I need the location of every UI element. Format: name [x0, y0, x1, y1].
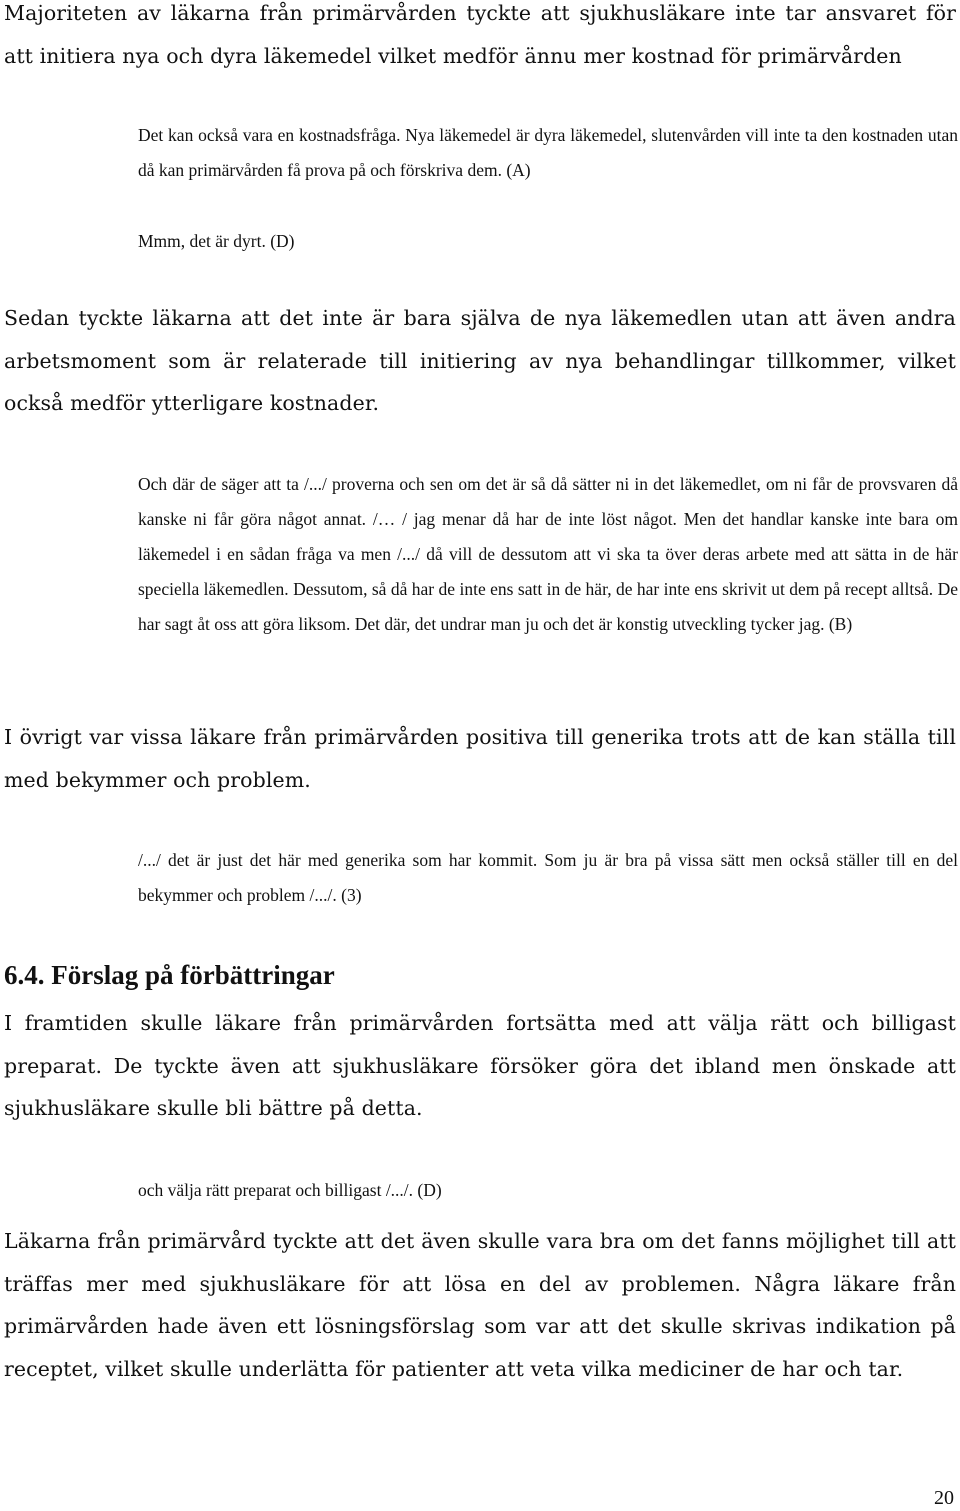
quote-expensive: Mmm, det är dyrt. (D) [138, 231, 295, 251]
quote-generics: /.../ det är just det här med generika som har kommit. Som ju är bra på vissa sätt men också ställer till en del bekymmer och problem /.../. (3) [138, 850, 958, 905]
paragraph-future-choices: I framtiden skulle läkare från primärvården fortsätta med att välja rätt och billigast preparat. De tyckte även att sjukhusläkare försöker göra det ibland men önskade att sjukhusläkare skulle bli bättre på detta. [4, 1011, 956, 1120]
paragraph-generics-positive: I övrigt var vissa läkare från primärvården positiva till generika trots att de kan ställa till med bekymmer och problem. [4, 725, 956, 792]
quote-cost-question: Det kan också vara en kostnadsfråga. Nya läkemedel är dyra läkemedel, slutenvården vill inte ta den kostnaden utan då kan primärvården få prova på och förskriva dem. (A) [138, 125, 958, 180]
section-heading: 6.4. Förslag på förbättringar [4, 960, 335, 990]
quote-tests-and-work: Och där de säger att ta /.../ proverna och sen om det är så då sätter ni in det läkemedlet, om ni får de provsvaren då kanske ni får göra något annat. /… / jag menar då har de inte löst något. Men det handlar kanske inte bara om läkemedel i en sådan fråga va men /.../ då vill de dessutom att vi ska ta över deras arbete med att sätta in de här speciella läkemedlen. Dessutom, så då har de inte ens satt in de här, de har inte ens skrivit ut dem på recept alltså. De har sagt åt oss att göra liksom. Det där, det undrar man ju och det är konstig utveckling tycker jag. (B) [138, 474, 958, 634]
quote-choose-cheapest: och välja rätt preparat och billigast /.../. (D) [138, 1180, 442, 1200]
page-number: 20 [934, 1487, 954, 1509]
paragraph-physicians-responsibility: Majoriteten av läkarna från primärvården tyckte att sjukhusläkare inte tar ansvaret för att initiera nya och dyra läkemedel vilket medför ännu mer kostnad för primärvården [4, 1, 956, 68]
paragraph-additional-costs: Sedan tyckte läkarna att det inte är bara själva de nya läkemedlen utan att även andra arbetsmoment som är relaterade till initiering av nya behandlingar tillkommer, vilket också medför ytterligare kostnader. [4, 306, 956, 415]
paragraph-meetings-and-indication: Läkarna från primärvård tyckte att det även skulle vara bra om det fanns möjlighet till att träffas mer med sjukhusläkare för att lösa en del av problemen. Några läkare från primärvården hade även ett lösningsförslag som var att det skulle skrivas indikation på receptet, vilket skulle underlätta för patienter att veta vilka mediciner de har och tar. [4, 1229, 956, 1381]
